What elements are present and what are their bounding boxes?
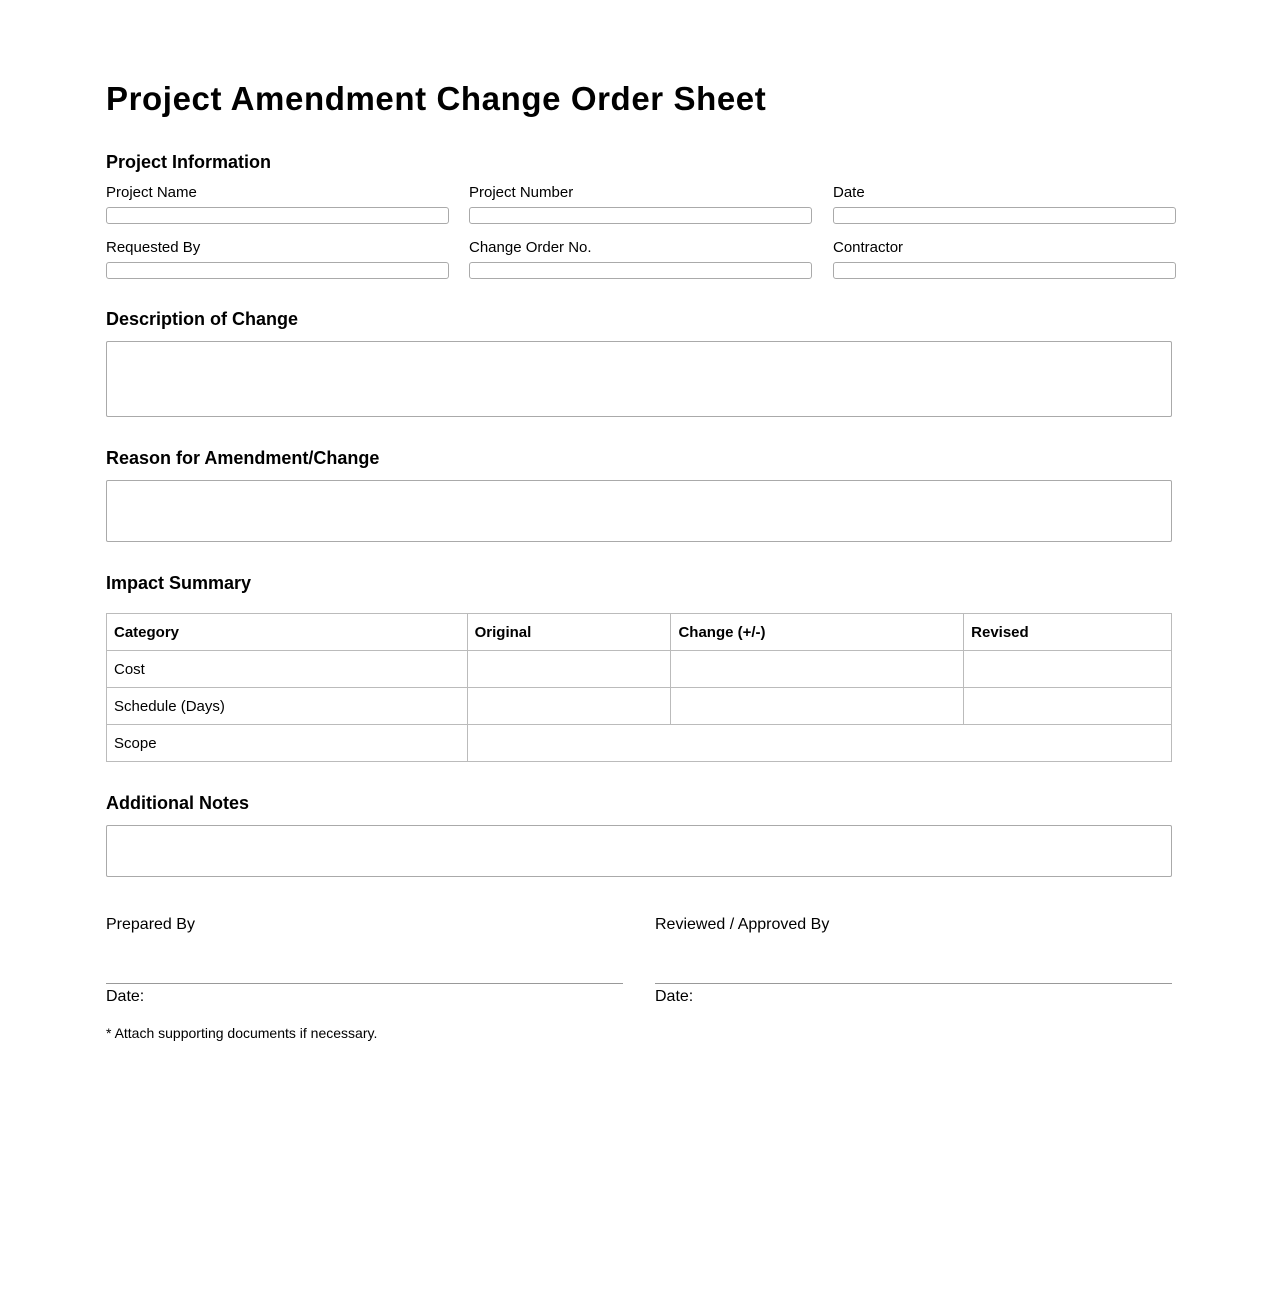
row-label-cost: Cost [107, 651, 468, 688]
reviewed-by-label: Reviewed / Approved By [655, 916, 830, 933]
description-heading: Description of Change [106, 309, 299, 329]
cost-revised-cell[interactable] [964, 651, 1172, 688]
scope-cell[interactable] [467, 725, 1171, 762]
project-name-label: Project Name [106, 184, 197, 201]
project-number-input[interactable] [469, 207, 812, 224]
contractor-label: Contractor [833, 239, 904, 256]
schedule-original-cell[interactable] [467, 688, 671, 725]
reason-textarea[interactable] [106, 480, 1172, 542]
prepared-by-signature-line[interactable] [106, 983, 623, 984]
reason-heading: Reason for Amendment/Change [106, 448, 380, 468]
schedule-change-cell[interactable] [671, 688, 964, 725]
table-row [107, 725, 1172, 762]
footnote: * Attach supporting documents if necessary. [106, 1025, 378, 1041]
row-label-scope: Scope [107, 725, 468, 762]
table-header-row [107, 614, 1172, 651]
impact-summary-heading: Impact Summary [106, 573, 252, 593]
cost-original-cell[interactable] [467, 651, 671, 688]
row-label-schedule: Schedule (Days) [107, 688, 468, 725]
additional-notes-textarea[interactable] [106, 825, 1172, 877]
project-information-heading: Project Information [106, 152, 272, 172]
change-order-no-label: Change Order No. [469, 239, 592, 256]
date-label: Date [833, 184, 865, 201]
project-number-label: Project Number [469, 184, 574, 201]
column-header-change: Change (+/-) [671, 614, 964, 651]
column-header-revised: Revised [964, 614, 1172, 651]
schedule-revised-cell[interactable] [964, 688, 1172, 725]
contractor-input[interactable] [833, 262, 1176, 279]
column-header-original: Original [467, 614, 671, 651]
additional-notes-heading: Additional Notes [106, 793, 249, 813]
table-row [107, 688, 1172, 725]
change-order-no-input[interactable] [469, 262, 812, 279]
date-input[interactable] [833, 207, 1176, 224]
impact-summary-table [106, 613, 1172, 762]
description-textarea[interactable] [106, 341, 1172, 417]
table-row [107, 651, 1172, 688]
reviewed-by-date-label: Date: [655, 988, 694, 1005]
requested-by-label: Requested By [106, 239, 201, 256]
page-title: Project Amendment Change Order Sheet [106, 80, 767, 117]
project-name-input[interactable] [106, 207, 449, 224]
prepared-by-label: Prepared By [106, 916, 195, 933]
cost-change-cell[interactable] [671, 651, 964, 688]
reviewed-by-signature-line[interactable] [655, 983, 1172, 984]
prepared-by-date-label: Date: [106, 988, 145, 1005]
requested-by-input[interactable] [106, 262, 449, 279]
column-header-category: Category [107, 614, 468, 651]
